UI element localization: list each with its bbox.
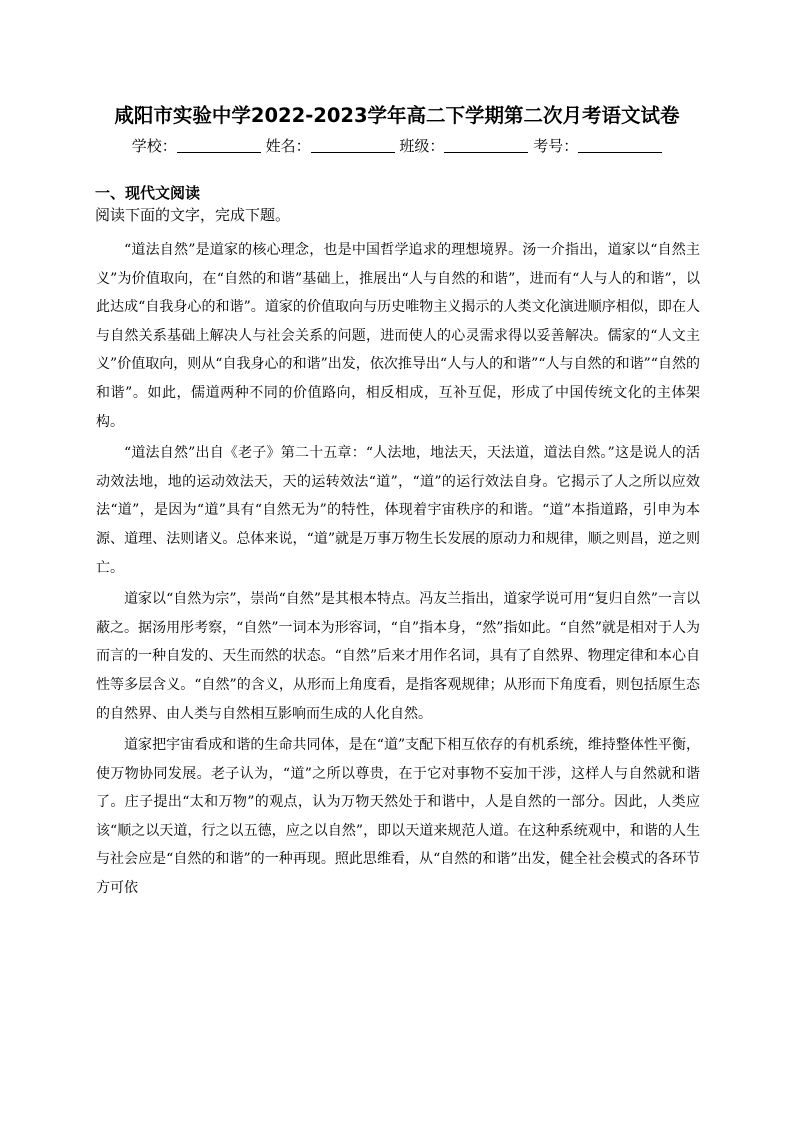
- class-blank[interactable]: [444, 138, 528, 153]
- section-instruction: 阅读下面的文字，完成下题。: [95, 206, 291, 224]
- school-label: 学校：: [131, 137, 177, 155]
- exam-number-blank[interactable]: [578, 138, 662, 153]
- name-label: 姓名：: [265, 137, 311, 155]
- exam-number-label: 考号：: [533, 137, 579, 155]
- passage-paragraph: “道法自然”出自《老子》第二十五章：“人法地，地法天，天法道，道法自然。”这是说人的活动效法地，地的运动效法天，天的运转效法“道”，“道”的运行效法自身。它揭示了人之所以应效法“道”，是因为“道”具有“自然无为”的特性，体现着宇宙秩序的和谐。“道”本指道路，引申为本源、道理、法则诸义。总体来说，“道”就是万事万物生长发展的原动力和规律，顺之则昌，逆之则亡。: [96, 445, 700, 576]
- name-blank[interactable]: [311, 138, 395, 153]
- passage-paragraph: “道法自然”是道家的核心理念，也是中国哲学追求的理想境界。汤一介指出，道家以“自然主义”为价值取向，在“自然的和谐”基础上，推展出“人与自然的和谐”，进而有“人与人的和谐”，以此达成“自我身心的和谐”。道家的价值取向与历史唯物主义揭示的人类文化演进顺序相似，即在人与自然关系基础上解决人与社会关系的问题，进而使人的心灵需求得以妥善解决。儒家的“人文主义”价值取向，则从“自我身心的和谐”出发，依次推导出“人与人的和谐”“人与自然的和谐”“自然的和谐”。如此，儒道两种不同的价值路向，相反相成，互补互促，形成了中国传统文化的主体架构。: [96, 242, 700, 430]
- school-blank[interactable]: [177, 138, 261, 153]
- reading-passage: [96, 236, 700, 906]
- section-heading: 一、现代文阅读: [95, 184, 201, 202]
- exam-title: 咸阳市实验中学2022-2023学年高二下学期第二次月考语文试卷: [114, 104, 680, 127]
- student-info-line: [0, 135, 794, 156]
- passage-paragraph: 道家把宇宙看成和谐的生命共同体，是在“道”支配下相互依存的有机系统，维持整体性平衡，使万物协同发展。老子认为，“道”之所以尊贵，在于它对事物不妄加干涉，这样人与自然就和谐了。庄子提出“太和万物”的观点，认为万物天然处于和谐中，人是自然的一部分。因此，人类应该“顺之以天道，行之以五德，应之以自然”，即以天道来规范人道。在这种系统观中，和谐的人生与社会应是“自然的和谐”的一种再现。照此思维看，从“自然的和谐”出发，健全社会模式的各环节方可依: [96, 737, 700, 897]
- passage-paragraph: 道家以“自然为宗”，崇尚“自然”是其根本特点。冯友兰指出，道家学说可用“复归自然”一言以蔽之。据汤用彤考察，“自然”一词本为形容词，“自”指本身，“然”指如此。“自然”就是相对于人为而言的一种自发的、天生而然的状态。“自然”后来才用作名词，具有了自然界、物理定律和本心自性等多层含义。“自然”的含义，从形而上角度看，是指客观规律；从形而下角度看，则包括原生态的自然界、由人类与自然相互影响而生成的人化自然。: [96, 591, 700, 722]
- class-label: 班级：: [399, 137, 445, 155]
